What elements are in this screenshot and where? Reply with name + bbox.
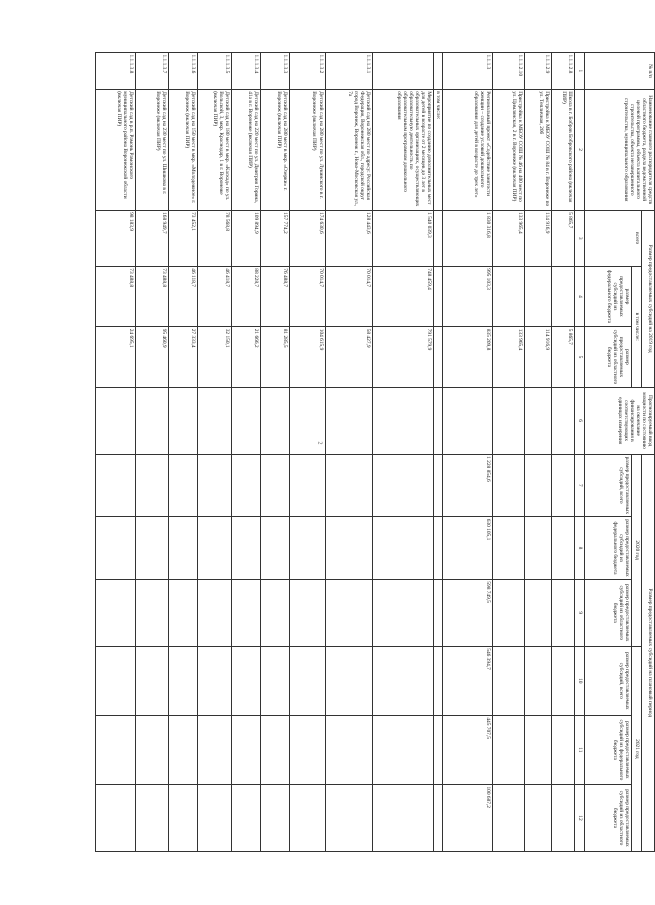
row-regional-2021 [231,784,260,851]
row-total-2020 [290,454,325,517]
row-total-2020: 1 228 854,6 [443,454,493,517]
row-capacity [260,387,289,454]
row-regional-2019: 27 333,4 [169,327,198,387]
row-name: Детский сад на 280 мест по ул. Лукинского в г. Воронеже (включая ПИР) [290,89,325,210]
header-subsidy-2019: Размер предоставляемых субсидий на 2019 год [642,210,655,387]
row-name: Пристройка к МБОУ СОШ № 84 в г. Воронеже по ул. Тепличная, 20б [524,89,551,210]
row-regional-2020 [198,579,231,646]
row-total-2021 [524,646,551,715]
column-index-cell: 7 [574,454,584,517]
row-regional-2020 [231,579,260,646]
header-total-2021: размер предоставляемых субсидий, всего [585,646,632,715]
row-regional-2020 [96,579,136,646]
row-capacity [524,387,551,454]
row-regional-2019: 21 666,2 [231,327,260,387]
row-name: Детский сад на 280 мест по адресу: Российская Федерация, Воронежская обл., городской округ город Воронеж, Воронеж г., Ново-Московская ул., 7а [325,89,373,210]
row-number: 1.1.1.3.5 [198,53,231,90]
row-total-2019: 174 630,6 [290,210,325,266]
row-federal-2021 [493,715,524,784]
column-index-cell: 12 [574,784,584,851]
table-row [135,53,168,852]
row-total-2019: 157 774,2 [260,210,289,266]
row-regional-2021 [493,784,524,851]
row-regional-2021 [96,784,136,851]
row-total-2020 [198,454,231,517]
table-row [198,53,231,852]
row-federal-2019 [524,266,551,326]
row-federal-2021 [198,715,231,784]
row-regional-2021: 100 687,2 [443,784,493,851]
row-number: 1.1.1.3.1 [325,53,373,90]
row-capacity [198,387,231,454]
row-capacity [443,387,493,454]
row-regional-2020 [493,579,524,646]
row-federal-2020 [260,517,289,580]
row-regional-2021 [551,784,574,851]
row-number [433,53,442,90]
row-name: Региональный проект «Содействие занятости женщин – создание условий дошкольного образования для детей в возрасте до трех лет» [443,89,493,210]
row-regional-2019: 81 285,5 [260,327,289,387]
row-federal-2020 [551,517,574,580]
row-name: Детский сад на 180 мест в мкр. «Каскад» по ул. Вольской, 3, мкр. Краснодар, 1 в г. Воронеже (включая ПИР) [198,89,231,210]
column-index-cell: 4 [574,266,584,326]
row-total-2019: 98 183,9 [96,210,136,266]
column-index-cell: 6 [574,387,584,454]
header-federal-2019: размер предоставляемых субсидий из федерального бюджета [585,266,632,326]
row-regional-2021 [290,784,325,851]
row-federal-2020 [325,517,373,580]
table-row [325,53,373,852]
row-capacity [433,387,442,454]
row-federal-2020 [290,517,325,580]
row-name: Пристройка к МБОУ СОШ № 46 на 400 мест по ул. Цимлянская, 2 в г. Воронеже (включая ПИР) [493,89,524,210]
row-regional-2019: 95 460,9 [135,327,168,387]
row-federal-2020 [198,517,231,580]
row-federal-2019: 73 488,8 [96,266,136,326]
row-total-2019: 1 830 316,8 [443,210,493,266]
row-number: 1.1.1.3.8 [96,53,136,90]
row-regional-2019: 791 579,9 [373,327,433,387]
row-total-2019: 133 965,4 [493,210,524,266]
row-regional-2020 [373,579,433,646]
row-federal-2020 [169,517,198,580]
row-federal-2020 [96,517,136,580]
table-row [551,53,574,852]
row-federal-2020 [135,517,168,580]
row-federal-2021 [433,715,442,784]
column-index-cell: 11 [574,715,584,784]
row-total-2021 [96,646,136,715]
row-capacity [135,387,168,454]
row-federal-2020 [493,517,524,580]
header-year-2020: 2020 год [632,454,642,646]
row-name: Детский сад на 280 мест в мкр. «Озерки» г. Воронеж (включая ПИР) [260,89,289,210]
row-federal-2019: 70 014,7 [290,266,325,326]
row-regional-2019 [433,327,442,387]
row-number: 1.1.1.3.2 [290,53,325,90]
header-regional-2021: размер предоставляемых субсидий из областного бюджета [585,784,632,851]
row-capacity [325,387,373,454]
row-federal-2019 [551,266,574,326]
rotated-table-container [95,52,655,852]
row-total-2020 [325,454,373,517]
row-federal-2021 [373,715,433,784]
row-federal-2019 [433,266,442,326]
row-regional-2021 [433,784,442,851]
row-total-2021 [135,646,168,715]
row-federal-2021 [135,715,168,784]
row-federal-2021 [325,715,373,784]
row-number: 1.1.1.2.8 [551,53,574,90]
column-index-cell: 8 [574,517,584,580]
row-total-2021 [231,646,260,715]
row-total-2021 [198,646,231,715]
column-index-row [574,53,584,852]
table-row [433,53,442,852]
header-including: в том числе: [632,266,642,387]
header-total-2019: всего [585,210,642,266]
row-federal-2019: 88 228,7 [231,266,260,326]
row-total-2020 [96,454,136,517]
column-index-cell: 10 [574,646,584,715]
row-capacity [493,387,524,454]
row-total-2021 [260,646,289,715]
row-regional-2019: 835 209,8 [443,327,493,387]
row-number: 1.1.1.3.6 [169,53,198,90]
row-total-2019: 109 894,9 [231,210,260,266]
row-total-2020 [373,454,433,517]
row-name: Детский сад на 230 мест по ул. Шишкова в г. Воронеже (включая ПИР) [135,89,168,210]
row-name: Детский сад в р.п. Рамонь Рамонского муниципального района Воронежской области (включая ПИР) [96,89,136,210]
row-total-2021 [325,646,373,715]
row-federal-2020: 630 105,1 [443,517,493,580]
row-federal-2021 [524,715,551,784]
row-regional-2020 [524,579,551,646]
row-total-2019 [433,210,442,266]
column-index-cell: 3 [574,210,584,266]
row-total-2019: 1 540 039,3 [373,210,433,266]
row-regional-2021 [135,784,168,851]
table-row [524,53,551,852]
row-federal-2021 [231,715,260,784]
table-row [169,53,198,852]
row-regional-2019: 5 865,7 [551,327,574,387]
row-federal-2020 [524,517,551,580]
row-federal-2020 [373,517,433,580]
row-capacity [290,387,325,454]
row-regional-2020: 598 749,5 [443,579,493,646]
table-row [290,53,325,852]
row-total-2019: 78 568,8 [198,210,231,266]
row-regional-2019: 32 150,1 [198,327,231,387]
row-total-2021 [290,646,325,715]
row-federal-2020 [231,517,260,580]
row-total-2021 [551,646,574,715]
row-total-2019: 128 443,6 [325,210,373,266]
row-total-2019: 73 452,1 [169,210,198,266]
row-total-2020 [231,454,260,517]
row-regional-2021 [260,784,289,851]
row-number: 1.1.1.2.9 [524,53,551,90]
header-year-2021: 2021 год [632,646,642,851]
row-regional-2021 [169,784,198,851]
row-total-2019: 5 865,7 [551,210,574,266]
table-row [231,53,260,852]
row-capacity [551,387,574,454]
page-number: 2 [316,441,323,445]
header-subsidy-plan: Размер предоставляемых субсидий на плановый период [642,454,655,851]
row-total-2021 [433,646,442,715]
row-federal-2019: 73 488,8 [135,266,168,326]
row-capacity [373,387,433,454]
column-index-cell: 5 [574,327,584,387]
table-row [443,53,493,852]
row-total-2021 [493,646,524,715]
header-federal-2021: размер предоставляемых субсидий из федерального бюджета [585,715,632,784]
row-federal-2021: 445 707,5 [443,715,493,784]
row-federal-2019: 748 459,4 [373,266,433,326]
row-capacity [169,387,198,454]
row-federal-2020 [433,517,442,580]
row-name: Детский сад на 220 мест по ул. Дмитрия Горина, 41а в г. Воронеже (включая ПИР) [231,89,260,210]
row-federal-2021 [551,715,574,784]
row-total-2020 [551,454,574,517]
row-total-2021: 546 394,7 [443,646,493,715]
row-total-2020 [169,454,198,517]
row-name: Школа в г. Бобров Бобровского района (включая ПИР) [551,89,574,210]
row-total-2020 [493,454,524,517]
row-total-2021 [373,646,433,715]
subsidy-table [95,52,655,852]
row-total-2020 [135,454,168,517]
row-regional-2020 [290,579,325,646]
row-total-2020 [260,454,289,517]
header-regional-2019: размер предоставляемых субсидий из областного бюджета [585,327,632,387]
row-federal-2021 [260,715,289,784]
row-name: Детский сад на 150 мест в мкр. «Молодежное» г. Воронеж (включая ПИР) [169,89,198,210]
row-regional-2020 [433,579,442,646]
row-capacity [96,387,136,454]
header-regional-2020: размер предоставляемых субсидий из областного бюджета [585,579,632,646]
row-federal-2019: 46 418,7 [198,266,231,326]
row-federal-2021 [290,715,325,784]
row-regional-2019: 133 965,4 [493,327,524,387]
header-federal-2020: размер предоставляемых субсидий из федерального бюджета [585,517,632,580]
table-row [493,53,524,852]
row-federal-2019: 995 103,3 [443,266,493,326]
row-regional-2021 [198,784,231,851]
row-regional-2021 [524,784,551,851]
row-regional-2019: 58 427,9 [325,327,373,387]
row-regional-2019: 114 916,9 [524,327,551,387]
row-total-2021 [169,646,198,715]
column-index-cell: 9 [574,579,584,646]
row-total-2019: 114 916,9 [524,210,551,266]
row-number: 1.1.1.3.3 [260,53,289,90]
table-row [260,53,289,852]
row-federal-2019: 46 118,7 [169,266,198,326]
row-total-2019: 168 949,7 [135,210,168,266]
row-regional-2020 [169,579,198,646]
row-regional-2020 [260,579,289,646]
row-capacity [231,387,260,454]
row-number [373,53,433,90]
header-capacity: Прогнозируемый ввод мощности по состоянию на окончание финансирования в соответствующих единицах измерения [585,387,655,454]
row-number: 1.1.1.2.10 [493,53,524,90]
row-name: Мероприятие по созданию дополнительных мест для детей в возрасте от 2 месяцев до 3 лет в образовательных организациях, осуществляющих образовательную деятельность по образовательным программам дошкольного образования [373,89,433,210]
column-index-cell: 1 [574,53,584,90]
row-regional-2021 [373,784,433,851]
row-total-2020 [433,454,442,517]
row-total-2020 [524,454,551,517]
header-no: № п/п [585,53,655,90]
row-regional-2021 [325,784,373,851]
header-total-2020: размер предоставляемых субсидий, всего [585,454,632,517]
table-row [373,53,433,852]
row-federal-2021 [96,715,136,784]
header-name: Наименование главного распорядителя средств областного бюджета, раздела ведомственной целевой программы, объекта капитального строительства, объекта незавершенного строительства, муниципального образования [585,89,655,210]
row-number: 1.1.1.3 [443,53,493,90]
column-index-cell: 2 [574,89,584,210]
row-federal-2021 [169,715,198,784]
row-number: 1.1.1.3.4 [231,53,260,90]
row-name: в том числе: [433,89,442,210]
row-regional-2020 [325,579,373,646]
row-federal-2019: 76 488,7 [260,266,289,326]
row-regional-2020 [551,579,574,646]
row-regional-2019: 104 615,9 [290,327,325,387]
row-regional-2019: 24 695,1 [96,327,136,387]
row-regional-2020 [135,579,168,646]
table-row [96,53,136,852]
row-federal-2019 [493,266,524,326]
row-federal-2019: 70 014,7 [325,266,373,326]
row-number: 1.1.1.3.7 [135,53,168,90]
